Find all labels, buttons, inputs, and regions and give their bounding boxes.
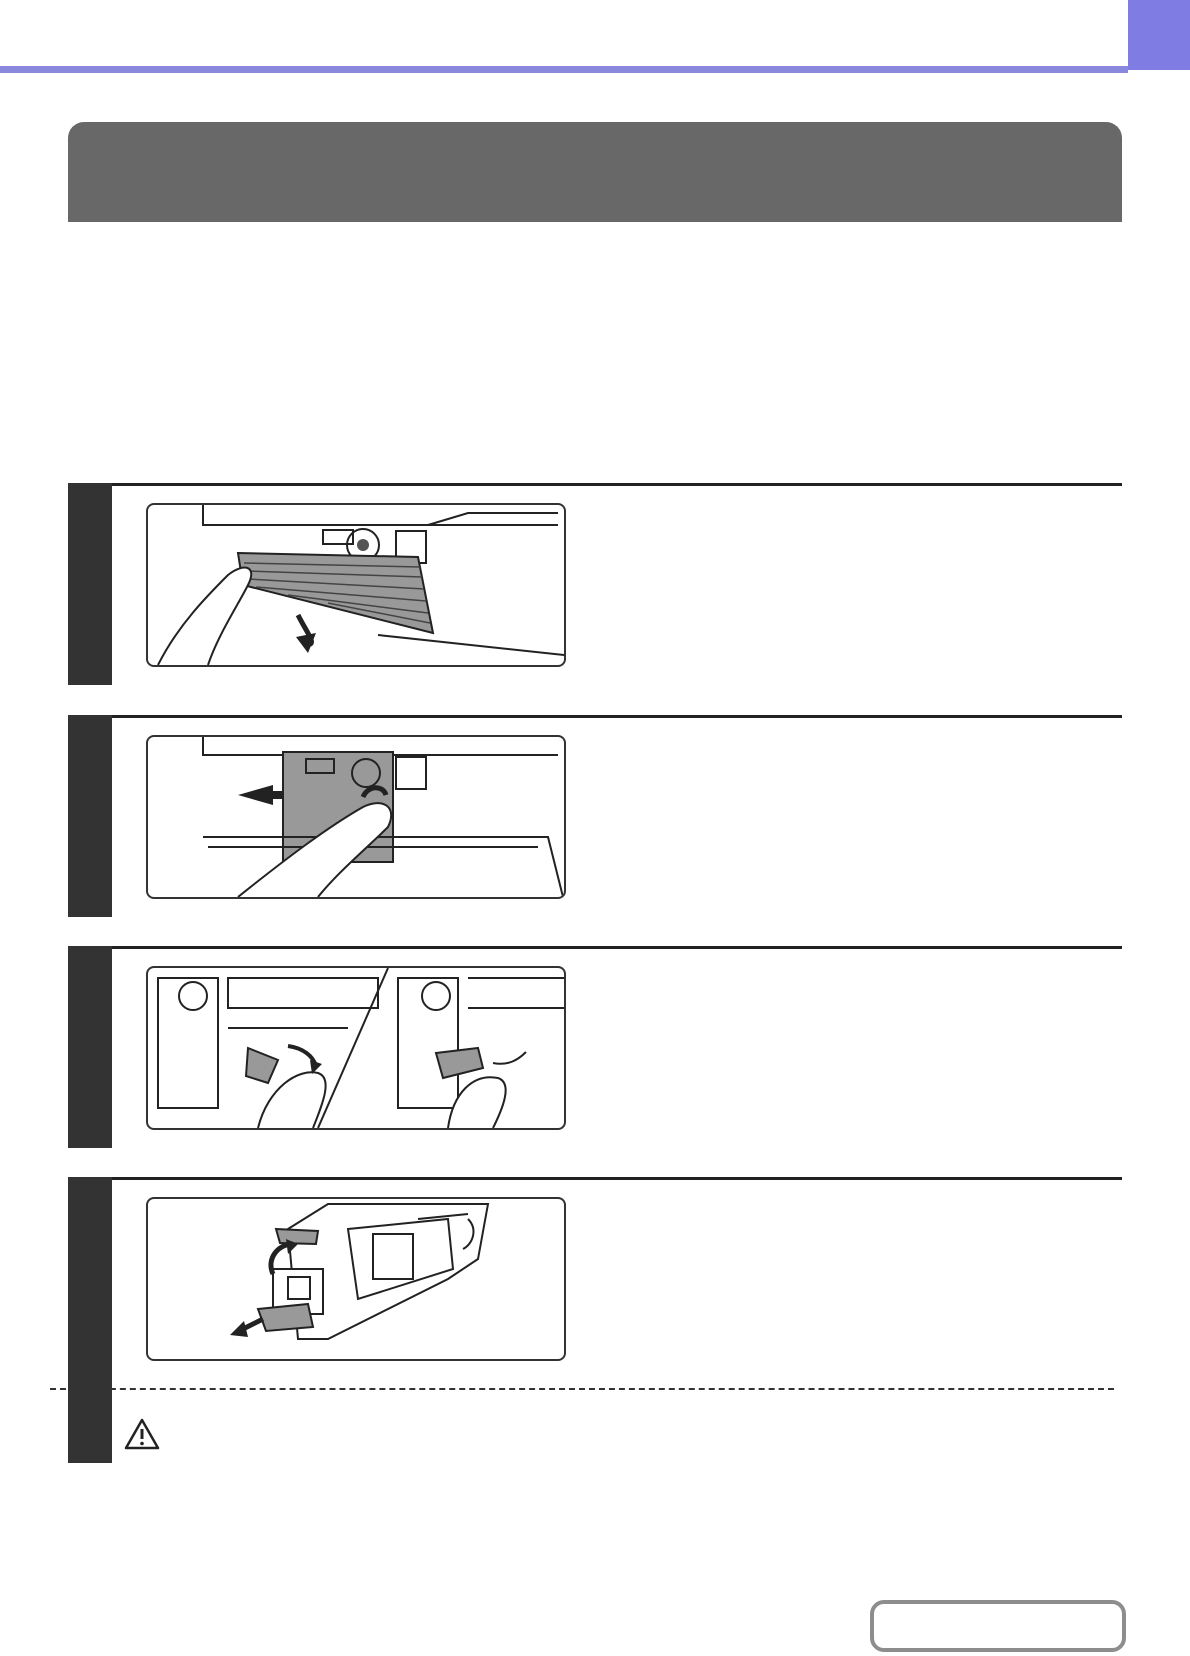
section-header bbox=[68, 122, 1122, 222]
step-number-bar bbox=[68, 946, 112, 1148]
step-divider bbox=[68, 1177, 1122, 1180]
step-3 bbox=[68, 946, 1122, 1148]
step-number bbox=[68, 946, 112, 956]
illustration-remove-staple-cartridge bbox=[146, 966, 566, 1130]
step-number bbox=[68, 1177, 112, 1187]
step-divider bbox=[68, 946, 1122, 949]
step-number bbox=[68, 715, 112, 725]
step-number-bar bbox=[68, 483, 112, 685]
step-divider bbox=[68, 483, 1122, 486]
step-number-bar bbox=[68, 1177, 112, 1463]
remove-staple-cartridge-illustration bbox=[148, 968, 564, 1128]
illustration-pull-out-staple-unit bbox=[146, 735, 566, 899]
step-number-bar bbox=[68, 715, 112, 917]
pull-out-staple-unit-illustration bbox=[148, 737, 564, 897]
illustration-open-front-cover bbox=[146, 503, 566, 667]
warning-triangle-icon bbox=[124, 1418, 160, 1450]
caution-separator bbox=[50, 1388, 1114, 1390]
contents-button[interactable] bbox=[870, 1600, 1126, 1652]
step-1 bbox=[68, 483, 1122, 685]
step-2 bbox=[68, 715, 1122, 917]
step-4 bbox=[68, 1177, 1122, 1463]
step-number bbox=[68, 483, 112, 493]
open-cartridge-remove-case-illustration bbox=[148, 1199, 564, 1359]
open-front-cover-illustration bbox=[148, 505, 564, 665]
step-divider bbox=[68, 715, 1122, 718]
illustration-open-cartridge-remove-case bbox=[146, 1197, 566, 1361]
chapter-tab[interactable] bbox=[1128, 0, 1190, 70]
top-accent-bar bbox=[0, 66, 1128, 73]
